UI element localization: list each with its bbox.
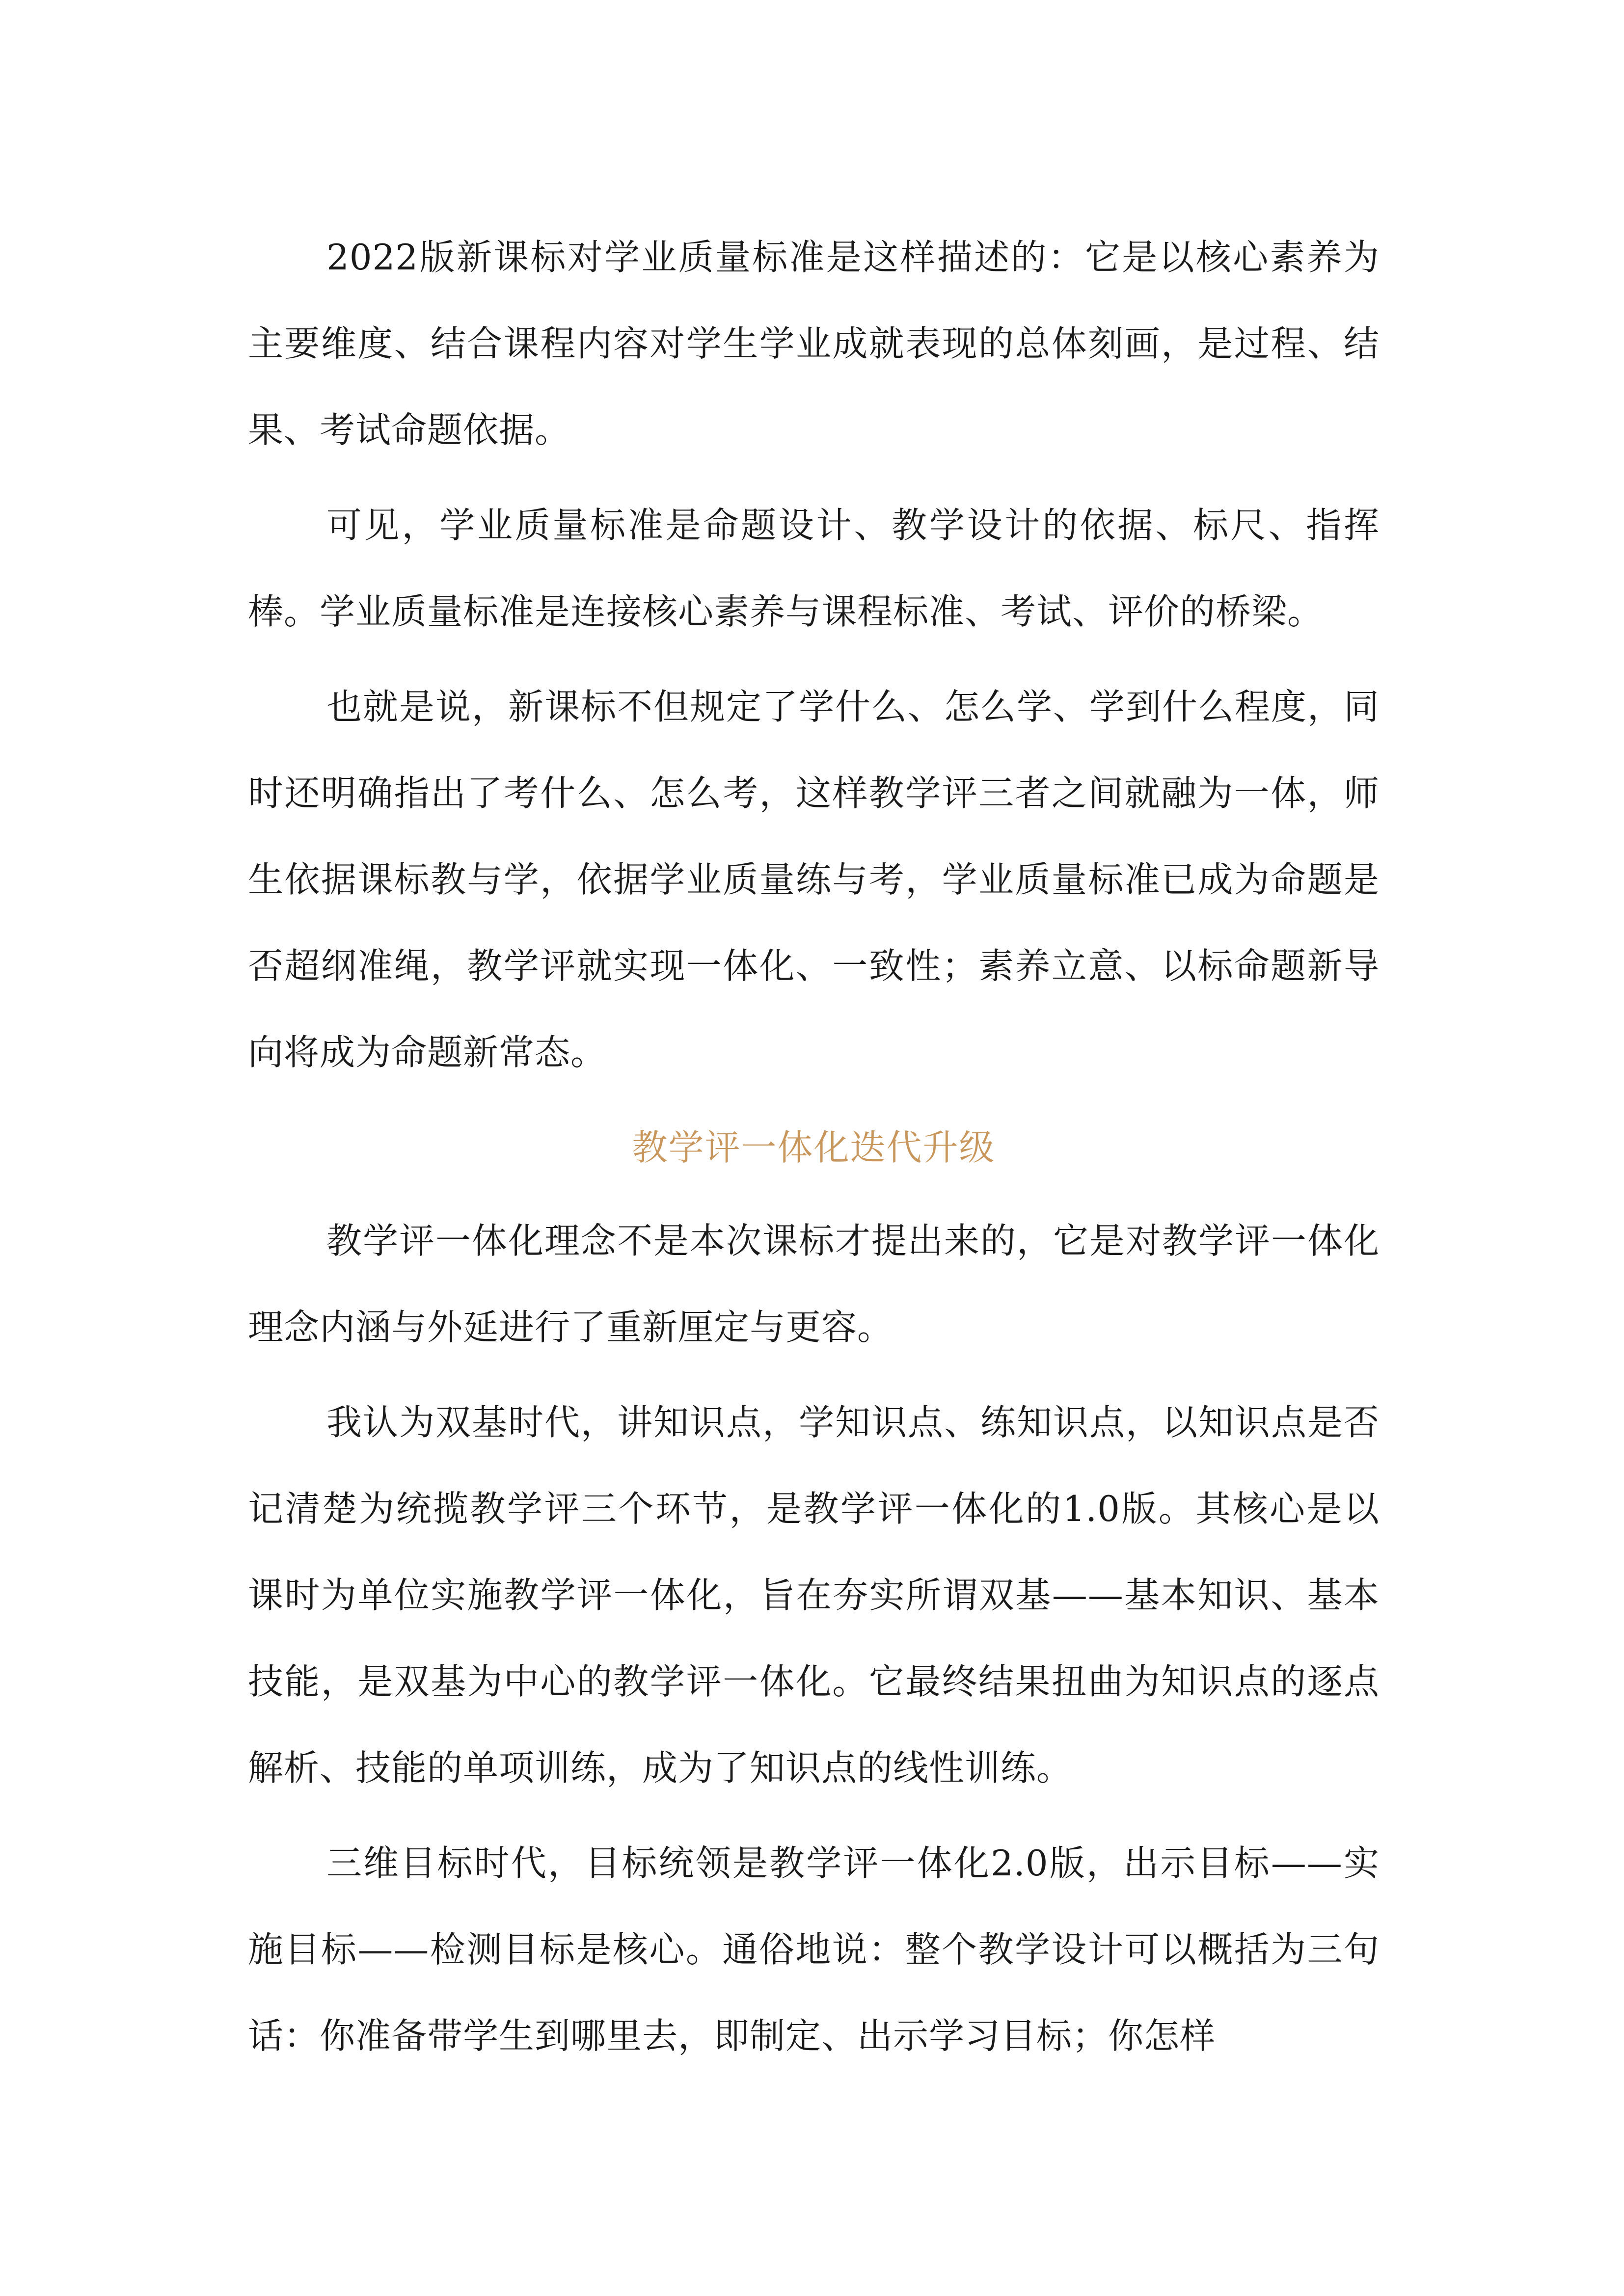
paragraph-5: 我认为双基时代，讲知识点，学知识点、练知识点，以知识点是否记清楚为统揽教学评三个环节，是教学评一体化的1.0版。其核心是以课时为单位实施教学评一体化，旨在夯实所谓双基——基本知识、基本技能，是双基为中心的教学评一体化。它最终结果扭曲为知识点的逐点解析、技能的单项训练，成为了知识点的线性训练。 [248, 1402, 1380, 1789]
section-heading: 教学评一体化迭代升级 [632, 1127, 996, 1168]
paragraph-4: 教学评一体化理念不是本次课标才提出来的，它是对教学评一体化理念内涵与外延进行了重新厘定与更容。 [248, 1220, 1380, 1348]
paragraph-1: 2022版新课标对学业质量标准是这样描述的：它是以核心素养为主要维度、结合课程内容对学生学业成就表现的总体刻画，是过程、结果、考试命题依据。 [248, 237, 1380, 451]
paragraph-3: 也就是说，新课标不但规定了学什么、怎么学、学到什么程度，同时还明确指出了考什么、怎么考，这样教学评三者之间就融为一体，师生依据课标教与学，依据学业质量练与考，学业质量标准已成为命题是否超纲准绳，教学评就实现一体化、一致性；素养立意、以标命题新导向将成为命题新常态。 [248, 686, 1380, 1073]
paragraph-2: 可见，学业质量标准是命题设计、教学设计的依据、标尺、指挥棒。学业质量标准是连接核心素养与课程标准、考试、评价的桥梁。 [248, 505, 1380, 632]
document-page [248, 214, 1380, 2088]
paragraph-6: 三维目标时代，目标统领是教学评一体化2.0版，出示目标——实施目标——检测目标是核心。通俗地说：整个教学设计可以概括为三句话：你准备带学生到哪里去，即制定、出示学习目标；你怎样 [248, 1842, 1380, 2056]
